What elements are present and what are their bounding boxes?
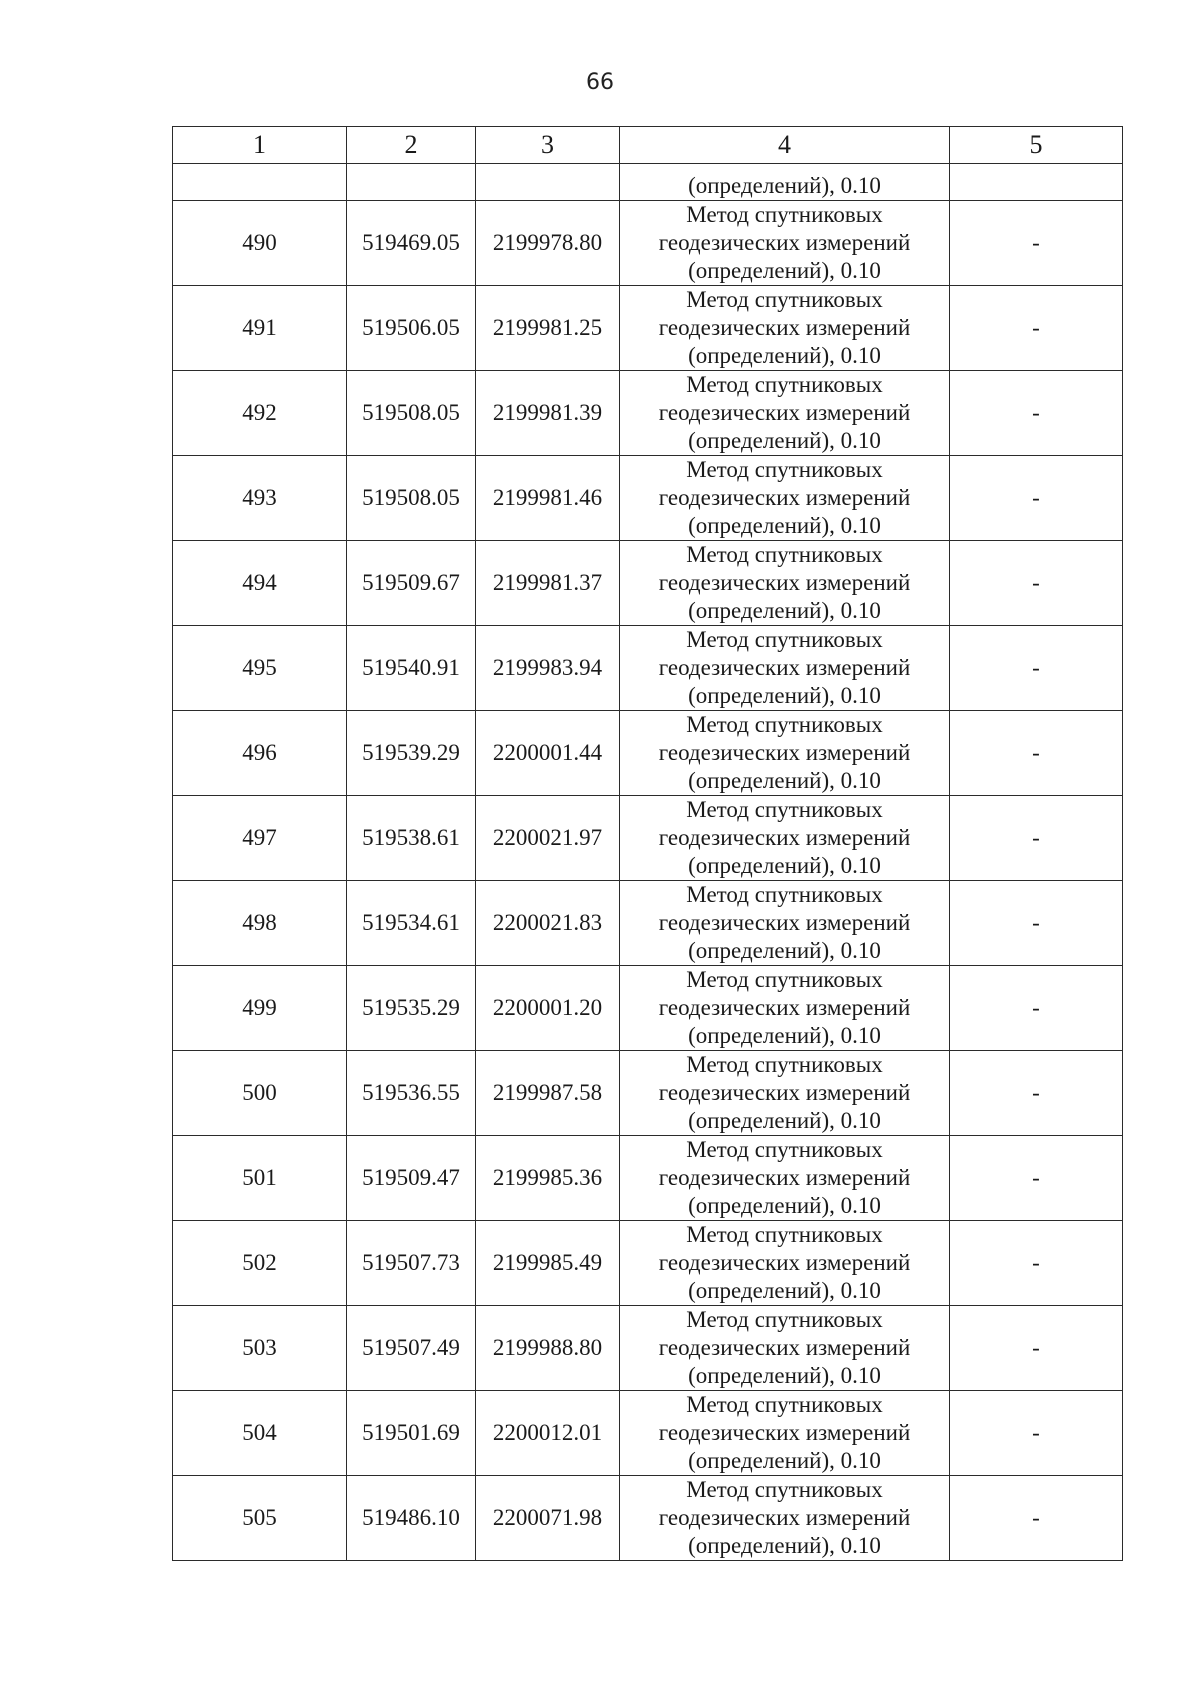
cell-method	[620, 796, 950, 881]
cell-x: 519538.61	[347, 796, 476, 881]
cell-x: 519509.67	[347, 541, 476, 626]
method-line: Метод спутниковых	[686, 712, 883, 737]
method-line: (определений), 0.10	[688, 1363, 881, 1388]
method-line: (определений), 0.10	[688, 853, 881, 878]
method-line: геодезических измерений	[658, 570, 911, 595]
cell-x: 519539.29	[347, 711, 476, 796]
table-row	[173, 711, 1123, 796]
cell-note: -	[950, 1051, 1123, 1136]
method-line: геодезических измерений	[658, 995, 911, 1020]
method-line: геодезических измерений	[658, 315, 911, 340]
cell-note: -	[950, 371, 1123, 456]
method-line: (определений), 0.10	[688, 683, 881, 708]
table-row	[173, 881, 1123, 966]
method-line: (определений), 0.10	[688, 1193, 881, 1218]
cell-point: 494	[173, 541, 347, 626]
cell-y: 2200021.97	[476, 796, 620, 881]
cell-point: 503	[173, 1306, 347, 1391]
header-col-5: 5	[950, 127, 1123, 164]
table-row	[173, 1136, 1123, 1221]
cell-point: 492	[173, 371, 347, 456]
method-line: Метод спутниковых	[686, 457, 883, 482]
cell-x: 519508.05	[347, 456, 476, 541]
cell-y: 2199981.39	[476, 371, 620, 456]
method-line: геодезических измерений	[658, 1080, 911, 1105]
table-row	[173, 796, 1123, 881]
method-line: Метод спутниковых	[686, 1052, 883, 1077]
cell-x: 519501.69	[347, 1391, 476, 1476]
cell-x: 519469.05	[347, 201, 476, 286]
cell-method	[620, 1391, 950, 1476]
cell-y: 2199981.46	[476, 456, 620, 541]
header-col-2: 2	[347, 127, 476, 164]
cell-point: 505	[173, 1476, 347, 1561]
cell-x: 519486.10	[347, 1476, 476, 1561]
method-line: Метод спутниковых	[686, 1222, 883, 1247]
method-line: (определений), 0.10	[688, 343, 881, 368]
cell-y: 2200001.44	[476, 711, 620, 796]
table-row	[173, 966, 1123, 1051]
header-col-1: 1	[173, 127, 347, 164]
method-line: (определений), 0.10	[688, 428, 881, 453]
method-line: геодезических измерений	[658, 825, 911, 850]
method-line: Метод спутниковых	[686, 542, 883, 567]
cell-method	[620, 541, 950, 626]
cell-note: -	[950, 1391, 1123, 1476]
cell-point: 498	[173, 881, 347, 966]
table-row	[173, 1391, 1123, 1476]
cell-point: 496	[173, 711, 347, 796]
method-line: Метод спутниковых	[686, 1307, 883, 1332]
table-row	[173, 286, 1123, 371]
cell-x	[347, 164, 476, 201]
table-row	[173, 201, 1123, 286]
cell-note: -	[950, 541, 1123, 626]
table-body	[173, 164, 1123, 1561]
method-line: геодезических измерений	[658, 1335, 911, 1360]
method-line: геодезических измерений	[658, 910, 911, 935]
cell-method	[620, 1136, 950, 1221]
cell-y: 2200001.20	[476, 966, 620, 1051]
cell-point: 493	[173, 456, 347, 541]
method-line: Метод спутниковых	[686, 967, 883, 992]
cell-point: 490	[173, 201, 347, 286]
method-line: геодезических измерений	[658, 1165, 911, 1190]
cell-y: 2199981.25	[476, 286, 620, 371]
cell-method	[620, 1221, 950, 1306]
table-row	[173, 1306, 1123, 1391]
cell-note: -	[950, 1136, 1123, 1221]
cell-method	[620, 966, 950, 1051]
cell-method	[620, 1476, 950, 1561]
cell-point: 495	[173, 626, 347, 711]
cell-method	[620, 1306, 950, 1391]
cell-y: 2200071.98	[476, 1476, 620, 1561]
header-row	[173, 127, 1123, 164]
cell-x: 519509.47	[347, 1136, 476, 1221]
method-line: (определений), 0.10	[688, 1023, 881, 1048]
cell-x: 519508.05	[347, 371, 476, 456]
cell-point: 501	[173, 1136, 347, 1221]
method-line: геодезических измерений	[658, 655, 911, 680]
method-line: (определений), 0.10	[688, 513, 881, 538]
method-line: Метод спутниковых	[686, 202, 883, 227]
method-line: (определений), 0.10	[688, 598, 881, 623]
cell-y: 2199988.80	[476, 1306, 620, 1391]
cell-y: 2199985.36	[476, 1136, 620, 1221]
header-col-3: 3	[476, 127, 620, 164]
table-row	[173, 371, 1123, 456]
cell-point: 499	[173, 966, 347, 1051]
method-line: (определений), 0.10	[688, 938, 881, 963]
cell-method	[620, 1051, 950, 1136]
method-line: (определений), 0.10	[688, 1108, 881, 1133]
header-col-4: 4	[620, 127, 950, 164]
table-row	[173, 1221, 1123, 1306]
cell-method	[620, 711, 950, 796]
cell-note: -	[950, 456, 1123, 541]
cell-point: 491	[173, 286, 347, 371]
cell-y	[476, 164, 620, 201]
cell-x: 519536.55	[347, 1051, 476, 1136]
cell-method	[620, 456, 950, 541]
cell-y: 2200021.83	[476, 881, 620, 966]
cell-note: -	[950, 711, 1123, 796]
method-line: геодезических измерений	[658, 1420, 911, 1445]
method-line: (определений), 0.10	[688, 1533, 881, 1558]
method-line: геодезических измерений	[658, 740, 911, 765]
cell-x: 519535.29	[347, 966, 476, 1051]
method-line: (определений), 0.10	[688, 1278, 881, 1303]
cell-method: (определений), 0.10	[620, 164, 950, 201]
cell-x: 519507.73	[347, 1221, 476, 1306]
method-line: Метод спутниковых	[686, 372, 883, 397]
method-line: (определений), 0.10	[688, 1448, 881, 1473]
method-line: Метод спутниковых	[686, 797, 883, 822]
cell-note: -	[950, 1306, 1123, 1391]
method-line: Метод спутниковых	[686, 1392, 883, 1417]
table-row	[173, 541, 1123, 626]
cell-note	[950, 164, 1123, 201]
method-line: Метод спутниковых	[686, 1477, 883, 1502]
cell-x: 519540.91	[347, 626, 476, 711]
cell-y: 2199978.80	[476, 201, 620, 286]
method-line: (определений), 0.10	[688, 768, 881, 793]
cell-x: 519534.61	[347, 881, 476, 966]
coordinates-table	[172, 126, 1123, 1561]
cell-note: -	[950, 881, 1123, 966]
cell-method	[620, 881, 950, 966]
cell-method	[620, 371, 950, 456]
cell-y: 2199981.37	[476, 541, 620, 626]
method-line: геодезических измерений	[658, 1250, 911, 1275]
table-header	[173, 127, 1123, 164]
cell-note: -	[950, 201, 1123, 286]
page-number: 66	[586, 70, 614, 95]
method-line: геодезических измерений	[658, 230, 911, 255]
method-line: Метод спутниковых	[686, 627, 883, 652]
table-row	[173, 456, 1123, 541]
method-line: Метод спутниковых	[686, 287, 883, 312]
cell-point	[173, 164, 347, 201]
cell-point: 500	[173, 1051, 347, 1136]
table-row	[173, 1051, 1123, 1136]
cell-y: 2200012.01	[476, 1391, 620, 1476]
cell-point: 504	[173, 1391, 347, 1476]
cell-method	[620, 201, 950, 286]
cell-note: -	[950, 626, 1123, 711]
cell-note: -	[950, 1476, 1123, 1561]
method-line: Метод спутниковых	[686, 1137, 883, 1162]
table-row	[173, 1476, 1123, 1561]
cell-point: 497	[173, 796, 347, 881]
method-line: (определений), 0.10	[688, 258, 881, 283]
cell-note: -	[950, 286, 1123, 371]
method-line: геодезических измерений	[658, 400, 911, 425]
cell-x: 519507.49	[347, 1306, 476, 1391]
table-row	[173, 626, 1123, 711]
method-line: Метод спутниковых	[686, 882, 883, 907]
cell-note: -	[950, 796, 1123, 881]
method-line: геодезических измерений	[658, 1505, 911, 1530]
cell-x: 519506.05	[347, 286, 476, 371]
cell-method	[620, 626, 950, 711]
continuation-row	[173, 164, 1123, 201]
cell-y: 2199983.94	[476, 626, 620, 711]
cell-note: -	[950, 1221, 1123, 1306]
cell-y: 2199985.49	[476, 1221, 620, 1306]
cell-method	[620, 286, 950, 371]
cell-y: 2199987.58	[476, 1051, 620, 1136]
cell-note: -	[950, 966, 1123, 1051]
method-line: геодезических измерений	[658, 485, 911, 510]
cell-point: 502	[173, 1221, 347, 1306]
